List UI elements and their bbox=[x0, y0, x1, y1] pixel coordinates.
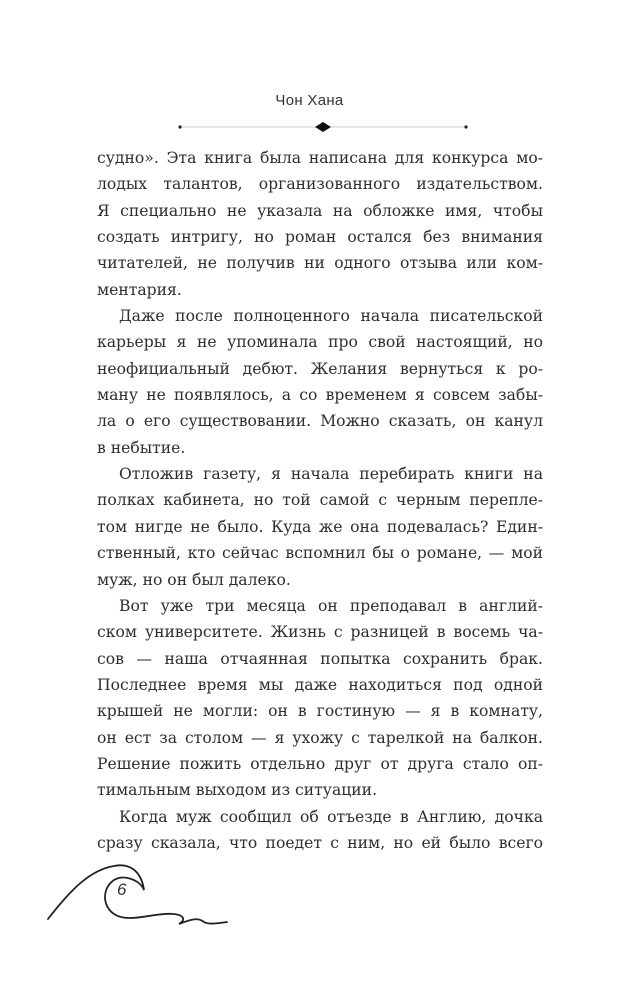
paragraph bbox=[97, 145, 543, 303]
text-line: Даже после полноценного начала писательской bbox=[119, 307, 543, 326]
text-line: карьеры я не упоминала про свой настоящий, но bbox=[97, 333, 543, 352]
text-line: Когда муж сообщил об отъезде в Англию, дочка bbox=[119, 807, 543, 826]
text-line: ментария. bbox=[97, 280, 182, 299]
text-line: читателей, не получив ни одного отзыва или ком- bbox=[97, 254, 543, 273]
text-line: тимальным выходом из ситуации. bbox=[97, 781, 378, 800]
text-line: том нигде не было. Куда же она подевалась? Един- bbox=[97, 517, 543, 536]
text-line: муж, но он был далеко. bbox=[97, 570, 291, 589]
wave-ornament-icon bbox=[44, 852, 244, 932]
text-line: Последнее время мы даже находиться под одной bbox=[97, 675, 543, 694]
text-line: ла о его существовании. Можно сказать, он канул bbox=[97, 412, 543, 431]
text-line: ственный, кто сейчас вспомнил бы о романе, — мой bbox=[97, 544, 543, 563]
text-line: в небытие. bbox=[97, 438, 186, 457]
text-line: полках кабинета, но той самой с черным переплe- bbox=[97, 491, 543, 510]
text-line: сов — наша отчаянная попытка сохранить брак. bbox=[97, 649, 543, 668]
text-line: Вот уже три месяца он преподавал в англий- bbox=[119, 596, 543, 615]
paragraph bbox=[97, 593, 543, 804]
text-line: лодых талантов, организованного издательством. bbox=[97, 175, 543, 194]
body-text bbox=[97, 145, 543, 856]
text-line: крышей не могли: он в гостиную — я в комнату, bbox=[97, 702, 543, 721]
text-line: неофициальный дебют. Желания вернуться к ро- bbox=[97, 359, 543, 378]
text-line: сразу сказала, что поедет с ним, но ей было всего bbox=[97, 833, 543, 852]
paragraph bbox=[97, 303, 543, 461]
text-line: ману не появлялось, а со временем я совсем забы- bbox=[97, 386, 543, 405]
running-header-author: Чон Хана bbox=[275, 92, 344, 109]
text-line: ском университете. Жизнь с разницей в восемь ча- bbox=[97, 623, 543, 642]
header-ornament-divider bbox=[178, 120, 468, 134]
paragraph bbox=[97, 804, 543, 857]
text-line: Решение пожить отдельно друг от друга стало оп- bbox=[97, 754, 543, 773]
text-line: Я специально не указала на обложке имя, чтобы bbox=[97, 201, 543, 220]
text-line: судно». Эта книга была написана для конкурса мо- bbox=[97, 149, 543, 167]
page-number: 6 bbox=[117, 880, 127, 899]
text-line: Отложив газету, я начала перебирать книги на bbox=[119, 465, 543, 484]
text-line: создать интригу, но роман остался без внимания bbox=[97, 228, 543, 247]
text-line: он ест за столом — я ухожу с тарелкой на балкон. bbox=[97, 728, 543, 747]
paragraph bbox=[97, 461, 543, 593]
